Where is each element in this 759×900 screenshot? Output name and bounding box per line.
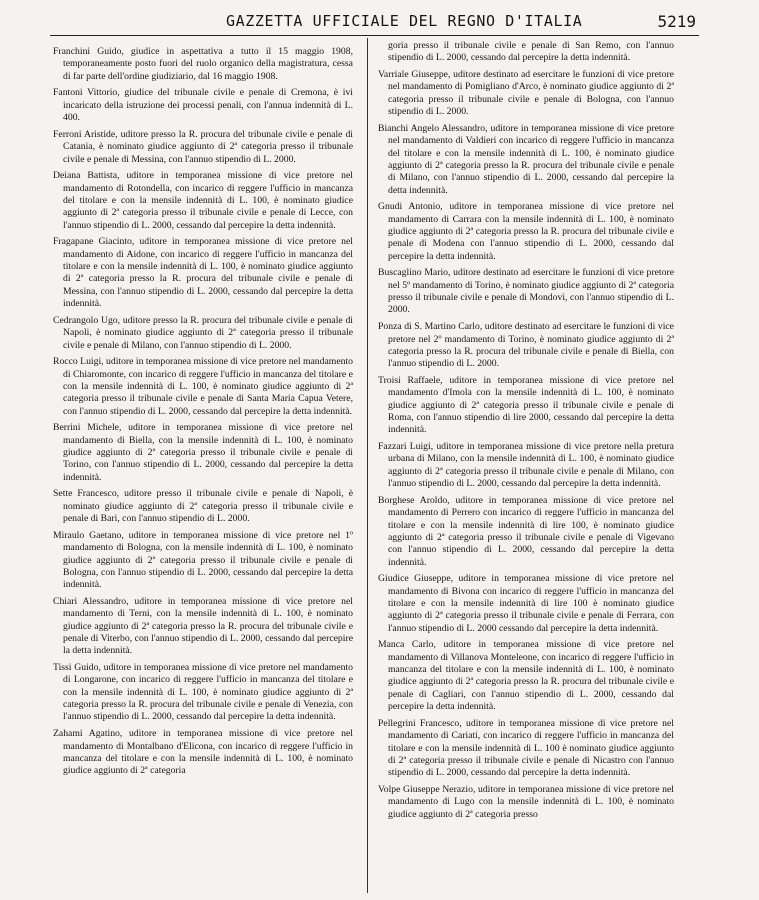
entry-volpe: Volpe Giuseppe Nerazio, uditore in temporanea missione di vice pretore nel mandamento di Lugo con la mensile indennità di L. 100, è nominato giudice aggiunto di 2ª categoria presso (378, 783, 674, 820)
entry-giudice: Giudice Giuseppe, uditore in temporanea missione di vice pretore nel mandamento di Bivona con incarico di reggere l'ufficio in mancanza del titolare e con la mensile indennità di lire 100 è nominato giudice aggiunto di 2ª categoria presso il tribunale civile e penale di Ferrara, con l'annuo stipendio di L. 2000 cessando dal percepire la detta indennità. (378, 573, 674, 634)
entry-pellegrini: Pellegrini Francesco, uditore in temporanea missione di vice pretore nel mandamento di Cariati, con incarico di reggere l'ufficio in mancanza del titolare e con la mensile indennità di L. 100 è nominato giudice aggiunto di 2ª categoria presso il tribunale civile e penale di Nicastro con l'annuo stipendio di L. 2000, cessando dal percepire la detta indennità. (378, 717, 674, 779)
entry-buscaglino: Buscaglino Mario, uditore destinato ad esercitare le funzioni di vice pretore nel 5º mandamento di Torino, è nominato giudice aggiunto di 2ª categoria presso il tribunale civile e penale di Mondovì, con l'annuo stipendio di L. 2000. (378, 267, 674, 316)
entry-deiana: Deiana Battista, uditore in temporanea missione di vice pretore nel mandamento di Rotondella, con incarico di reggere l'ufficio in mancanza del titolare e con la mensile indennità di L. 100, è nominato giudice aggiunto di 2ª categoria presso il tribunale civile e penale di Lecce, con l'annuo stipendio di L. 2000, cessando dal percepire la detta indennità. (53, 170, 353, 231)
entry-rocco: Rocco Luigi, uditore in temporanea missione di vice pretore nel mandamento di Chiaromonte, con incarico di reggere l'ufficio in mancanza del titolare e con la mensile indennità di L. 100, è nominato giudice aggiunto di 2ª categoria presso il tribunale civile e penale di Santa Maria Capua Vetere, con l'annuo stipendio di L. 2000, cessando dal percepire la detta indennità. (53, 356, 353, 417)
entry-fazzari: Fazzari Luigi, uditore in temporanea missione di vice pretore nella pretura urbana di Milano, con la mensile indennità di L. 100, è nominato giudice aggiunto di 2ª categoria presso il tribunale civile e penale di Milano, con l'annuo stipendio di L. 2000, cessando dal percepire la detta indennità. (378, 441, 674, 490)
entry-ferroni: Ferroni Aristide, uditore presso la R. procura del tribunale civile e penale di Catania, è nominato giudice aggiunto di 2ª categoria presso il tribunale civile e penale di Messina, con l'annuo stipendio di L. 2000. (53, 128, 353, 165)
entry-gnudi: Gnudi Antonio, uditore in temporanea missione di vice pretore nel mandamento di Carrara con la mensile indennità di L. 100, è nominato giudice aggiunto di 2ª categoria presso la R. procura del tribunale civile e penale di Modena con l'annuo stipendio di L. 2000, cessando dal percepire la detta indennità. (378, 201, 674, 262)
entry-fragapane: Fragapane Giacinto, uditore in temporanea missione di vice pretore nel mandamento di Aidone, con incarico di reggere l'ufficio in mancanza del titolare e con la mensile indennità di L. 100, è nominato giudice aggiunto di 2ª categoria presso la R. procura del tribunale civile e penale di Messina, con l'annuo stipendio di L. 2000, cessando dal percepire la detta indennità. (53, 236, 353, 310)
header-rule (50, 35, 699, 36)
entry-troisi: Troisi Raffaele, uditore in temporanea missione di vice pretore nel mandamento d'Imola con la mensile indennità di L. 100, è nominato giudice aggiunto di 2ª categoria presso il tribunale civile e penale di Roma, con l'annuo stipendio di lire 2000, cessando dal percepire la detta indennità. (378, 374, 674, 436)
left-column (53, 46, 353, 782)
entry-varriale: Varriale Giuseppe, uditore destinato ad esercitare le funzioni di vice pretore nel mandamento di Pomigliano d'Arco, è nominato giudice aggiunto di 2ª categoria presso il tribunale civile e penale di Bologna, con l'annuo stipendio di L. 2000. (378, 69, 674, 118)
entry-miraulo: Miraulo Gaetano, uditore in temporanea missione di vice pretore nel 1º mandamento di Bologna, con la mensile indennità di L. 100, è nominato giudice aggiunto di 2ª categoria presso il tribunale civile e penale di Bologna, con l'annuo stipendio di L. 2000, cessando dal percepire la detta indennità. (53, 529, 353, 591)
page-header (226, 12, 696, 34)
entry-bianchi: Bianchi Angelo Alessandro, uditore in temporanea missione di vice pretore nel mandamento di Valdieri con incarico di reggere l'ufficio in mancanza del titolare e con la mensile indennità di L. 100, è nominato giudice aggiunto di 2ª categoria presso la R. procura del tribunale civile e penale di Milano, con l'annuo stipendio di L. 2000, cessando dal percepire la detta indennità. (378, 122, 674, 196)
right-column (378, 40, 674, 825)
entry-cedrangolo: Cedrangolo Ugo, uditore presso la R. procura del tribunale civile e penale di Napoli, è nominato giudice aggiunto di 2ª categoria presso il tribunale civile e penale di Milano, con l'annuo stipendio di L. 2000. (53, 314, 353, 351)
column-divider (367, 38, 368, 893)
entry-continuation: goria presso il tribunale civile e penale di San Remo, con l'annuo stipendio di L. 2000, cessando dal percepire la detta indennità. (388, 40, 674, 64)
entry-franchini: Franchini Guido, giudice in aspettativa a tutto il 15 maggio 1908, temporaneamente posto fuori del ruolo organico della magistratura, cessa di far parte dell'ordine giudiziario, dal 16 maggio 1908. (53, 46, 353, 82)
header-title: GAZZETTA UFFICIALE DEL REGNO D'ITALIA (226, 12, 583, 30)
entry-borghese: Borghese Aroldo, uditore in temporanea missione di vice pretore nel mandamento di Perrero con incarico di reggere l'ufficio in mancanza del titolare e con la mensile indennità di lire 100, è nominato giudice aggiunto di 2ª categoria presso il tribunale civile e penale di Vigevano con l'annuo stipendio di L. 2000, cessando dal percepire la detta indennità. (378, 494, 674, 568)
entry-chiari: Chiari Alessandro, uditore in temporanea missione di vice pretore nel mandamento di Terni, con la mensile indennità di L. 100, è nominato giudice aggiunto di 2ª categoria presso la R. procura del tribunale civile e penale di Viterbo, con l'annuo stipendio di L. 2000, cessando dal percepire la detta indennità. (53, 596, 353, 657)
entry-berrini: Berrini Michele, uditore in temporanea missione di vice pretore nel mandamento di Biella, con la mensile indennità di L. 100, è nominato giudice aggiunto di 2ª categoria presso il tribunale civile e penale di Torino, con l'annuo stipendio di L. 2000, cessando dal percepire la detta indennità. (53, 422, 353, 483)
entry-tissi: Tissi Guido, uditore in temporanea missione di vice pretore nel mandamento di Longarone, con incarico di reggere l'ufficio in mancanza del titolare e con la mensile indennità di L. 100, è nominato giudice aggiunto di 2ª categoria presso la R. procura del tribunale civile e penale di Venezia, con l'annuo stipendio di L. 2000, cessando dal percepire la detta indennità. (53, 662, 353, 723)
entry-fantoni: Fantoni Vittorio, giudice del tribunale civile e penale di Cremona, è ivi incaricato della istruzione dei processi penali, con l'annua indennità di L. 400. (53, 87, 353, 124)
page-number: 5219 (657, 12, 696, 31)
entry-sette: Sette Francesco, uditore presso il tribunale civile e penale di Napoli, è nominato giudice aggiunto di 2ª categoria presso il tribunale civile e penale di Bari, con l'annuo stipendio di L. 2000. (53, 488, 353, 525)
entry-manca: Manca Carlo, uditore in temporanea missione di vice pretore nel mandamento di Villanova Monteleone, con incarico di reggere l'ufficio in mancanza del titolare e con la mensile indennità di L. 100, è nominato giudice aggiunto di 2ª categoria presso la R. procura del tribunale civile e penale di Cagliari, con l'annuo stipendio di L. 2000, cessando dal percepire la detta indennità. (378, 639, 674, 713)
entry-ponza: Ponza di S. Martino Carlo, uditore destinato ad esercitare le funzioni di vice pretore nel 2º mandamento di Torino, è nominato giudice aggiunto di 2ª categoria presso la R. procura del tribunale civile e penale di Biella, con l'annuo stipendio di L. 2000. (378, 321, 674, 370)
entry-zahami: Zahami Agatino, uditore in temporanea missione di vice pretore nel mandamento di Montalbano d'Elicona, con incarico di reggere l'ufficio in mancanza del titolare e con la mensile indennità di L. 100, è nominato giudice aggiunto di 2ª categoria (53, 728, 353, 777)
